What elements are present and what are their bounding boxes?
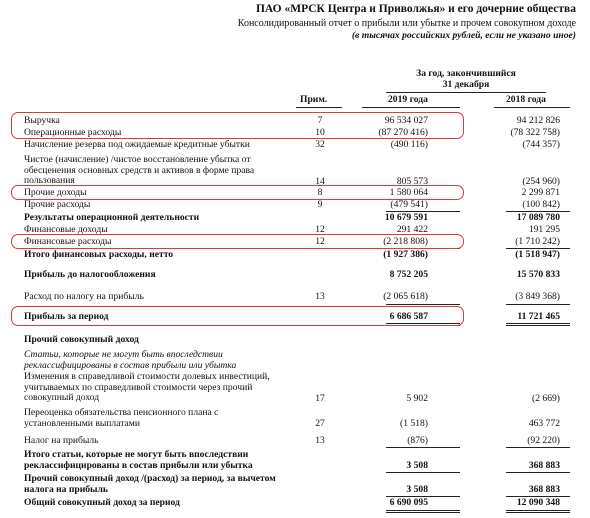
company-title: ПАО «МРСК Центра и Приволжья» и его дочерние общества — [255, 3, 576, 15]
row-note-revenue: 7 — [317, 115, 323, 126]
final-double-rule-2019 — [386, 510, 460, 513]
row-note-finance-income: 12 — [315, 224, 325, 235]
row-note-other-expenses: 9 — [317, 199, 323, 210]
row-2019-profit-before-tax: 8 752 205 — [389, 269, 428, 280]
row-2018-operating-expenses: (78 322 758) — [510, 127, 560, 138]
row-2018-oci-net: 368 883 — [528, 484, 560, 495]
row-2018-oci-subtotal: 368 883 — [528, 460, 560, 471]
note-column-header: Прим. — [300, 94, 328, 105]
row-note-other-income: 8 — [317, 187, 323, 198]
row-2019-fvoci-change: 5 902 — [406, 393, 428, 404]
row-2019-finance-expenses: (2 218 808) — [383, 236, 428, 247]
row-2019-credit-loss-provision: (490 116) — [390, 139, 428, 150]
row-2018-other-expenses: (100 842) — [522, 199, 560, 210]
row-2018-income-tax: (3 849 368) — [515, 291, 560, 302]
row-note-finance-expenses: 12 — [315, 236, 325, 247]
row-2019-revenue: 96 534 027 — [384, 115, 428, 126]
year-2019-header: 2019 года — [388, 94, 428, 105]
row-label-income-tax: Расход по налогу на прибыль — [24, 291, 144, 302]
row-2019-other-expenses: (479 541) — [390, 199, 428, 210]
period-line-2: 31 декабря — [442, 78, 490, 90]
y2019-header-underline — [362, 107, 460, 108]
oci-sub-rule-2018 — [506, 472, 570, 473]
period-underline — [386, 92, 546, 93]
row-label-net-finance: Итого финансовых расходы, нетто — [24, 249, 174, 260]
row-label-other-income: Прочие доходы — [24, 187, 87, 198]
row-note-income-tax: 13 — [315, 291, 325, 302]
tax-rule-2018 — [506, 304, 570, 305]
row-label-other-expenses: Прочие расходы — [24, 199, 91, 210]
row-2018-finance-income: 191 295 — [528, 224, 560, 235]
row-2018-profit-for-period: 11 721 465 — [517, 311, 560, 322]
oci-rule-2018 — [506, 447, 570, 448]
row-2019-oci-net: 3 508 — [406, 484, 428, 495]
final-double-rule-2018 — [506, 510, 570, 513]
row-note-oci-tax: 13 — [315, 435, 325, 446]
row-2019-impairment: 805 573 — [396, 176, 428, 187]
report-title: Консолидированный отчет о прибыли или убытке и прочем совокупном доходе — [237, 18, 576, 29]
row-label-fvoci-change: Изменения в справедливой стоимости долевых инвестиций, учитываемых по справедливой стоимости через прочий совокупный доход — [24, 371, 270, 404]
row-2019-net-finance: (1 927 386) — [383, 249, 428, 260]
row-label-total-comprehensive-income: Общий совокупный доход за период — [24, 497, 180, 508]
year-2018-header: 2018 года — [506, 94, 546, 105]
row-note-credit-loss-provision: 32 — [315, 139, 325, 150]
row-label-profit-for-period: Прибыль за период — [24, 311, 109, 322]
row-2019-oci-subtotal: 3 508 — [406, 460, 428, 471]
row-2019-total-comprehensive-income: 6 690 095 — [389, 497, 428, 508]
oci-rule-2019 — [386, 447, 460, 448]
oci-section-title: Прочий совокупный доход — [24, 334, 139, 345]
row-2018-credit-loss-provision: (744 357) — [522, 139, 560, 150]
row-label-oci-net: Прочий совокупный доход /(расход) за период, за вычетом налога на прибыль — [24, 473, 276, 495]
row-2019-other-income: 1 580 064 — [389, 187, 428, 198]
profit-double-rule-2018 — [506, 323, 570, 326]
row-2018-net-finance: (1 518 947) — [515, 249, 560, 260]
note-header-underline — [296, 107, 342, 108]
row-2018-other-income: 2 299 871 — [521, 187, 560, 198]
oci-sub-rule-2019 — [386, 472, 460, 473]
row-2018-oci-tax: (92 220) — [527, 435, 560, 446]
row-2019-operating-expenses: (87 270 416) — [378, 127, 428, 138]
units-note: (в тысячах российских рублей, если не указано иное) — [351, 30, 576, 41]
row-label-operating-expenses: Операционные расходы — [24, 127, 122, 138]
row-label-finance-income: Финансовые доходы — [24, 224, 108, 235]
row-note-fvoci-change: 17 — [315, 393, 325, 404]
row-2018-impairment: (254 960) — [522, 176, 560, 187]
y2018-header-underline — [494, 107, 570, 108]
row-2018-profit-before-tax: 15 570 833 — [516, 269, 560, 280]
row-2019-finance-income: 291 422 — [396, 224, 428, 235]
row-label-credit-loss-provision: Начисление резерва под ожидаемые кредитные убытки — [24, 139, 250, 150]
row-2019-oci-tax: (876) — [407, 435, 428, 446]
row-label-finance-expenses: Финансовые расходы — [24, 236, 112, 247]
row-2018-fvoci-change: (2 669) — [532, 393, 560, 404]
row-note-impairment: 14 — [315, 176, 325, 187]
row-label-oci-tax: Налог на прибыль — [24, 435, 99, 446]
period-heading — [386, 69, 546, 90]
row-label-operating-result: Результаты операционной деятельности — [24, 212, 200, 223]
row-label-pension-remeasurement: Переоценка обязательства пенсионного плана с установленными выплатами — [24, 407, 219, 429]
row-label-oci-subtotal: Итого статьи, которые не могут быть впоследствии реклассифицированы в состав прибыли или убытка — [24, 449, 253, 471]
row-note-operating-expenses: 10 — [315, 127, 325, 138]
row-2018-revenue: 94 212 826 — [516, 115, 560, 126]
row-2019-income-tax: (2 065 618) — [383, 291, 428, 302]
profit-double-rule-2019 — [386, 323, 460, 326]
row-2018-total-comprehensive-income: 12 090 348 — [516, 497, 560, 508]
row-2019-profit-for-period: 6 686 587 — [389, 311, 428, 322]
tax-rule-2019 — [386, 304, 460, 305]
row-label-impairment: Чистое (начисление) /чистое восстановление убытка от обесценения основных средств и активов в форме права пользования — [24, 154, 255, 187]
row-2018-operating-result: 17 089 780 — [516, 212, 560, 223]
row-2019-operating-result: 10 679 591 — [384, 212, 428, 223]
row-2018-pension-remeasurement: 463 772 — [528, 418, 560, 429]
row-label-profit-before-tax: Прибыль до налогообложения — [24, 269, 156, 280]
row-2018-finance-expenses: (1 710 242) — [515, 236, 560, 247]
row-2019-pension-remeasurement: (1 518) — [400, 418, 428, 429]
period-line-1: За год, закончившийся — [416, 68, 516, 79]
oci-not-reclassified-subtitle: Статьи, которые не могут быть впоследствии реклассифицированы в состав прибыли или убытка — [24, 349, 237, 371]
row-label-revenue: Выручка — [24, 115, 60, 126]
row-note-pension-remeasurement: 27 — [315, 418, 325, 429]
